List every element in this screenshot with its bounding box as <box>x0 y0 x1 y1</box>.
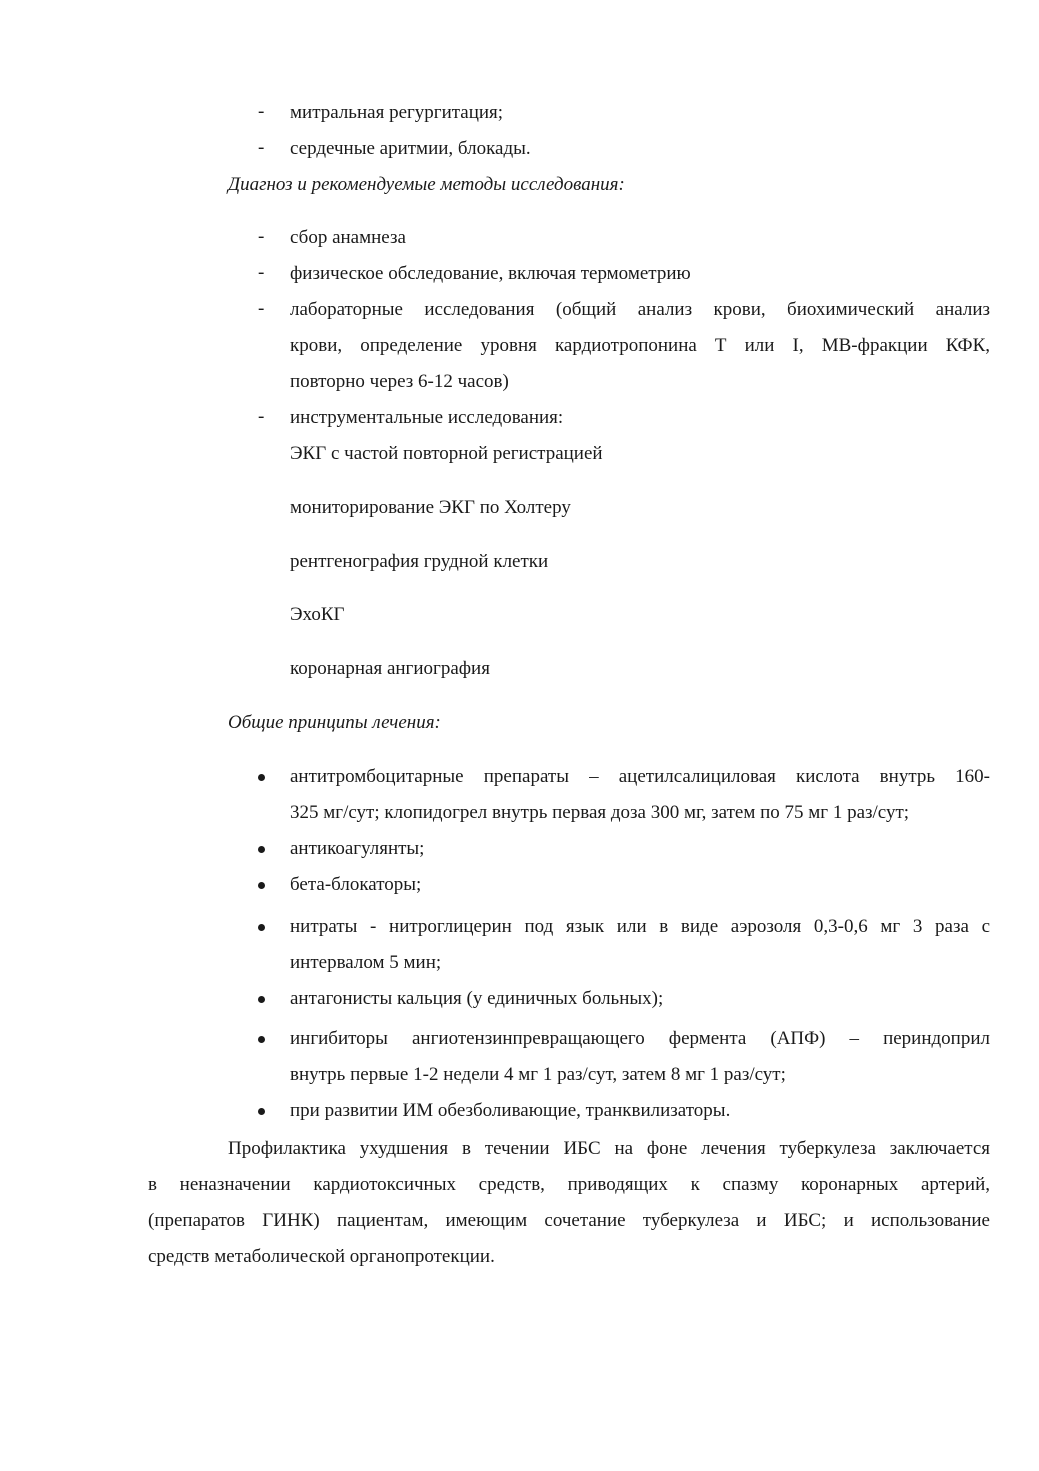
paragraph-line: в неназначении кардиотоксичных средств, приводящих к спазму коронарных артерий, <box>148 1174 990 1195</box>
list-item-line: антитромбоцитарные препараты – ацетилсалициловая кислота внутрь 160- <box>290 766 990 787</box>
list-item-line: внутрь первые 1-2 недели 4 мг 1 раз/сут, затем 8 мг 1 раз/сут; <box>290 1064 786 1085</box>
list-item-line: повторно через 6-12 часов) <box>290 371 509 392</box>
list-item-line: 325 мг/сут; клопидогрел внутрь первая доза 300 мг, затем по 75 мг 1 раз/сут; <box>290 802 910 823</box>
bullet-icon <box>258 1036 265 1043</box>
dash-marker: - <box>258 137 265 158</box>
list-item: бета-блокаторы; <box>290 874 422 895</box>
instrumental-item: рентгенография грудной клетки <box>290 551 549 572</box>
dash-marker: - <box>258 298 265 319</box>
bullet-icon <box>258 1108 265 1115</box>
list-item-line: нитраты - нитроглицерин под язык или в виде аэрозоля 0,3-0,6 мг 3 раза с <box>290 916 990 937</box>
treatment-heading: Общие принципы лечения: <box>228 712 441 733</box>
bullet-icon <box>258 774 265 781</box>
bullet-icon <box>258 996 265 1003</box>
list-item-line: крови, определение уровня кардиотропонина Т или I, MB-фракции КФК, <box>290 335 990 356</box>
list-item-line: ингибиторы ангиотензинпревращающего фермента (АПФ) – периндоприл <box>290 1028 990 1049</box>
list-item: сбор анамнеза <box>290 227 406 248</box>
diagnosis-heading: Диагноз и рекомендуемые методы исследования: <box>228 174 625 195</box>
instrumental-item: мониторирование ЭКГ по Холтеру <box>290 497 571 518</box>
list-item: при развитии ИМ обезболивающие, транквилизаторы. <box>290 1100 731 1121</box>
paragraph-line: Профилактика ухудшения в течении ИБС на фоне лечения туберкулеза заключается <box>228 1138 990 1159</box>
list-item-line: интервалом 5 мин; <box>290 952 442 973</box>
instrumental-item: ЭКГ с частой повторной регистрацией <box>290 443 603 464</box>
list-item: сердечные аритмии, блокады. <box>290 138 531 159</box>
bullet-icon <box>258 924 265 931</box>
instrumental-item: коронарная ангиография <box>290 658 490 679</box>
dash-marker: - <box>258 406 265 427</box>
dash-marker: - <box>258 226 265 247</box>
list-item: антикоагулянты; <box>290 838 425 859</box>
bullet-icon <box>258 846 265 853</box>
paragraph-line: средств метаболической органопротекции. <box>148 1246 495 1267</box>
bullet-icon <box>258 882 265 889</box>
list-item: митральная регургитация; <box>290 102 504 123</box>
instrumental-item: ЭхоКГ <box>290 604 345 625</box>
paragraph-line: (препаратов ГИНК) пациентам, имеющим сочетание туберкулеза и ИБС; и использование <box>148 1210 990 1231</box>
list-item: физическое обследование, включая термометрию <box>290 263 691 284</box>
dash-marker: - <box>258 262 265 283</box>
list-item: антагонисты кальция (у единичных больных); <box>290 988 664 1009</box>
dash-marker: - <box>258 101 265 122</box>
list-item-line: лабораторные исследования (общий анализ крови, биохимический анализ <box>290 299 990 320</box>
list-item: инструментальные исследования: <box>290 407 564 428</box>
